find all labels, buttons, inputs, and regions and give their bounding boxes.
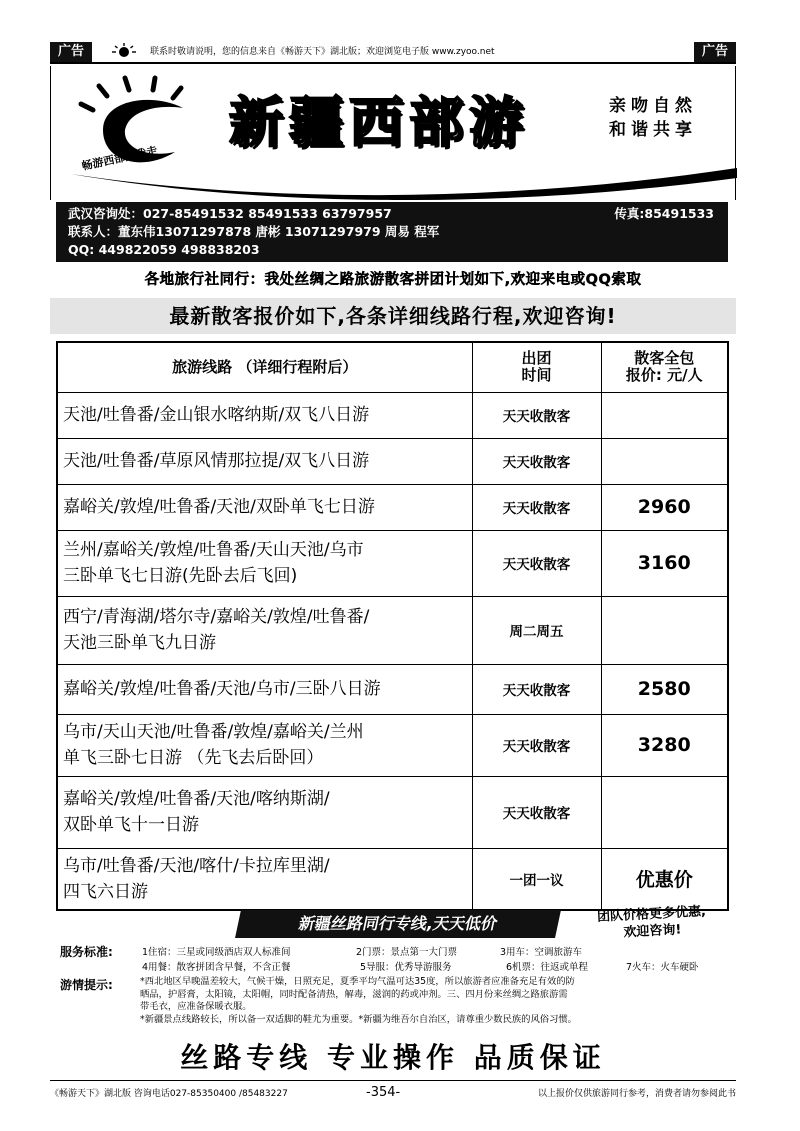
contact-fax: 传真:85491533 — [614, 206, 714, 221]
contact-qq: QQ: 449822059 498838203 — [68, 242, 260, 257]
price-cell: 3280 — [601, 714, 728, 776]
group-price-note — [571, 902, 733, 944]
tagline-line-2: 和谐共享 — [609, 120, 697, 140]
price-cell — [601, 392, 728, 438]
contact-block — [56, 202, 728, 262]
route-line-1: 天池/吐鲁番/金山银水喀纳斯/双飞八日游 — [63, 405, 370, 425]
tips-line-3: 带毛衣，应准备保暖衣服。 — [140, 1001, 252, 1012]
service-item: 3用车：空调旅游车 — [500, 947, 583, 958]
promo-banner: 新疆丝路同行专线,天天低价 — [235, 910, 561, 938]
top-note: 联系时敬请说明，您的信息来自《畅游天下》湖北版；欢迎浏览电子版 www.zyoo.net — [150, 47, 495, 57]
ad-label-right: 广告 — [694, 42, 736, 62]
service-item: 5导服：优秀导游服务 — [360, 962, 452, 973]
tips-text — [140, 976, 736, 1026]
departure-cell: 天天收散客 — [472, 714, 601, 776]
departure-cell: 一团一议 — [472, 848, 601, 910]
table-row — [57, 596, 728, 664]
departure-cell: 天天收散客 — [472, 664, 601, 714]
table-row — [57, 484, 728, 530]
sun-logo-small-icon — [106, 43, 142, 61]
route-line-1: 乌市/吐鲁番/天池/喀什/卡拉库里湖/ — [63, 855, 330, 876]
route-cell — [57, 530, 472, 596]
route-line-2: 四飞六日游 — [63, 881, 148, 902]
group-price-line-2: 欢迎咨询! — [623, 922, 682, 941]
departure-cell: 天天收散客 — [472, 392, 601, 438]
route-cell — [57, 438, 472, 484]
departure-cell: 天天收散客 — [472, 438, 601, 484]
ad-header — [50, 66, 736, 200]
route-line-1: 嘉峪关/敦煌/吐鲁番/天池/喀纳斯湖/ — [63, 789, 330, 809]
header-departure — [472, 342, 601, 392]
service-label: 服务标准: — [60, 945, 113, 959]
price-cell: 2960 — [601, 484, 728, 530]
price-table — [56, 341, 729, 911]
notice-line: 各地旅行社同行：我处丝绸之路旅游散客拼团计划如下,欢迎来电或QQ索取 — [144, 272, 642, 288]
tagline — [609, 94, 697, 142]
header-price — [601, 342, 728, 392]
tips-line-2: 晒品，护唇膏，太阳镜，太阳帽，同时配备清热，解毒，滋润的药或冲剂。三、四月份来丝绸之路旅游需 — [140, 988, 568, 1000]
route-cell — [57, 714, 472, 776]
footer-slogan: 丝路专线 专业操作 品质保证 — [180, 1041, 606, 1074]
route-line-2: 双卧单飞十一日游 — [63, 815, 199, 835]
service-item: 6机票：往返或单程 — [506, 962, 589, 973]
contact-phones: 武汉咨询处：027-85491532 85491533 63797957 — [68, 206, 392, 221]
contact-persons: 联系人：董东伟13071297878 唐彬 13071297979 周易 程军 — [68, 224, 440, 239]
route-line-1: 嘉峪关/敦煌/吐鲁番/天池/乌市/三卧八日游 — [63, 679, 381, 699]
service-row-1 — [60, 946, 736, 960]
footer-right: 以上报价仅供旅游同行参考，消费者请勿参阅此书 — [537, 1089, 736, 1099]
tips-line-4: *新疆景点线路较长，所以备一双适脚的鞋尤为重要。*新疆为维吾尔自治区，请尊重少数民族的风俗习惯。 — [140, 1013, 577, 1025]
footer-left: 《畅游天下》湖北版 咨询电话027-85350400 /85483227 — [50, 1089, 288, 1099]
header-departure-line-2: 时间 — [521, 366, 552, 385]
route-line-1: 乌市/天山天池/吐鲁番/敦煌/嘉峪关/兰州 — [63, 722, 364, 742]
tips-line-1: *西北地区早晚温差较大，气候干燥，日照充足，夏季平均气温可达35度，所以旅游者应准备充足有效的防 — [140, 976, 575, 987]
route-cell — [57, 848, 472, 910]
page-number: -354- — [366, 1085, 401, 1100]
price-cell — [601, 438, 728, 484]
service-item: 4用餐：散客拼团含早餐，不含正餐 — [142, 962, 291, 973]
tips-label: 游情提示: — [60, 978, 113, 992]
route-line-2: 三卧单飞七日游(先卧去后飞回) — [63, 566, 298, 586]
tagline-line-1: 亲吻自然 — [609, 96, 697, 116]
departure-cell: 天天收散客 — [472, 484, 601, 530]
service-item: 2门票：景点第一大门票 — [356, 947, 458, 958]
table-row — [57, 392, 728, 438]
departure-cell: 周二周五 — [472, 596, 601, 664]
route-cell — [57, 484, 472, 530]
route-cell — [57, 392, 472, 438]
route-line-1: 兰州/嘉峪关/敦煌/吐鲁番/天山天池/乌市 — [63, 540, 364, 560]
price-banner: 最新散客报价如下,各条详细线路行程,欢迎咨询! — [50, 298, 736, 334]
page-title: 新疆西部游 — [229, 90, 529, 154]
table-row — [57, 776, 728, 848]
service-item: 7火车：火车硬卧 — [626, 962, 699, 973]
page-footer — [50, 1080, 736, 1104]
table-row — [57, 530, 728, 596]
header-price-line-1: 散客全包 — [634, 349, 695, 368]
route-line-1: 西宁/青海湖/塔尔寺/嘉峪关/敦煌/吐鲁番/ — [63, 607, 370, 627]
route-cell — [57, 596, 472, 664]
swoosh-decoration — [51, 164, 737, 200]
price-cell: 3160 — [601, 530, 728, 596]
group-price-line-1: 团队价格更多优惠, — [596, 904, 707, 925]
table-row — [57, 848, 728, 910]
service-item: 1住宿：三星或同级酒店双人标准间 — [142, 947, 291, 958]
departure-cell: 天天收散客 — [472, 776, 601, 848]
route-line-2: 天池三卧单飞九日游 — [63, 633, 216, 653]
price-cell — [601, 776, 728, 848]
top-bar — [50, 42, 736, 64]
header-route: 旅游线路 （详细行程附后） — [57, 342, 472, 392]
header-price-line-2: 报价: 元/人 — [625, 366, 703, 385]
table-row — [57, 438, 728, 484]
route-line-1: 嘉峪关/敦煌/吐鲁番/天池/双卧单飞七日游 — [63, 497, 375, 517]
departure-cell: 天天收散客 — [472, 530, 601, 596]
table-row — [57, 664, 728, 714]
table-header-row — [57, 342, 728, 392]
header-departure-line-1: 出团 — [521, 349, 552, 368]
route-line-1: 天池/吐鲁番/草原风情那拉提/双飞八日游 — [63, 451, 370, 471]
route-cell — [57, 776, 472, 848]
route-line-2: 单飞三卧七日游 （先飞去后卧回） — [63, 748, 324, 768]
service-row-2 — [60, 961, 736, 975]
ad-label-left: 广告 — [50, 42, 92, 62]
route-cell — [57, 664, 472, 714]
table-row — [57, 714, 728, 776]
price-cell: 优惠价 — [601, 848, 728, 910]
price-cell: 2580 — [601, 664, 728, 714]
logo-slogan: 畅游西部跟我走 — [80, 144, 159, 173]
price-cell — [601, 596, 728, 664]
